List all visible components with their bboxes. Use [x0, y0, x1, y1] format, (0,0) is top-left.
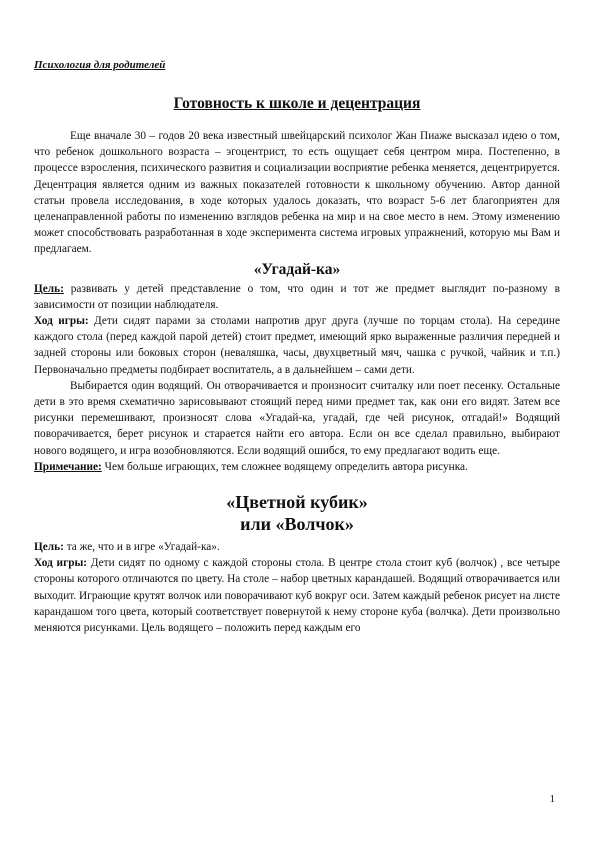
page-number: 1 — [549, 793, 555, 805]
game1-note — [34, 459, 560, 475]
game2-course-text: Дети сидят по одному с каждой стороны стола. В центре стола стоит куб (волчок) , все четыре стороны которого отличаются по цвету. На столе – набор цветных карандашей. Водящий отворачивается или выходит. Играющие крутят волчок или поворачивают куб вокруг оси. Затем каждый ребенок рисует на листе карандашом того цвета, который соответствует повернутой к нему стороне куба (волчка). Дети произвольно меняются рисунками. Цель водящего – положить перед каждым его — [34, 557, 560, 635]
game1-title: «Угадай-ка» — [253, 260, 341, 278]
game1-paragraph2: Выбирается один водящий. Он отворачивается и произносит считалку или поет песенку. Остальные дети в это время схематично зарисовывают стоящий перед ними предмет так, как они его видят. Затем все рисунки перемешивают, произносят слова «Угадай-ка, угадай, где чей рисунок, отгадай!» Водящий поворачивается, берет рисунок и старается найти его автора. Если он все сделал правильно, выбирают нового водящего, и игра возобновляются. Если водящий ошибся, то ему предлагают водить еще. — [34, 379, 560, 457]
page-content — [34, 58, 560, 636]
game2-goal-text: та же, что и в игре «Угадай-ка». — [63, 541, 220, 554]
game1-course-label: Ход игры: — [34, 315, 89, 328]
game1-note-text: Чем больше играющих, тем сложнее водящему определить автора рисунка. — [101, 460, 468, 473]
game1-goal — [34, 281, 560, 313]
game2-goal-label: Цель: — [34, 541, 64, 554]
intro-paragraph: Еще вначале 30 – годов 20 века известный швейцарский психолог Жан Пиаже высказал идею о том, что ребенок дошкольного возраста – эгоцентрист, то есть ощущает себя центром мира. Постепенно, в процессе взросления, психического развития и социализации восприятие ребенка меняется, децентрируется. Децентрация является одним из важных показателей готовности к школьному обучению. Автор данной статьи провела исследования, в ходе которых удалось доказать, что возраст 5-6 лет благоприятен для целенаправленной работы по изменению взглядов ребенка на мир и на свое место в нем. Этому изменению может способствовать разработанная в ходе эксперимента система игровых упражнений, которую мы Вам и предлагаем. — [34, 130, 560, 256]
section-gap — [34, 475, 560, 491]
game1-goal-label: Цель: — [34, 282, 64, 295]
rubric-heading: Психология для родителей — [34, 59, 166, 71]
game1-goal-text: развивать у детей представление о том, что один и тот же предмет выглядит по-разному в зависимости от позиции наблюдателя. — [34, 282, 560, 311]
game1-course — [34, 313, 560, 378]
game1-note-label: Примечание: — [34, 460, 102, 473]
game1-course-text: Дети сидят парами за столами напротив друг друга (лучше по торцам стола). На середине каждого стола (перед каждой парой детей) стоит предмет, имеющий ярко выраженные различия передней и задней стороны или боковых сторон (неваляшка, часы, двухцветный мяч, чашка с ручкой, чайник и т.п.) Первоначально предметы подбирает воспитатель, а в дальнейшем – сами дети. — [34, 315, 560, 376]
game2-title-line1: «Цветной кубик» — [226, 492, 368, 513]
game2-goal — [34, 539, 560, 555]
game2-title-line2: или «Волчок» — [240, 514, 354, 535]
article-title: Готовность к школе и децентрация — [173, 95, 421, 112]
game2-course — [34, 555, 560, 636]
game2-course-label: Ход игры: — [34, 557, 88, 570]
